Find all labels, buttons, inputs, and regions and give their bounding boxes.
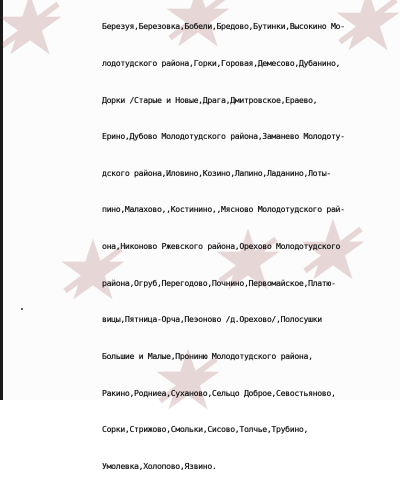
scan-speck bbox=[21, 308, 23, 310]
text-line: лодотудского района,Горки,Горовая,Демесово,Дубанино, bbox=[102, 58, 341, 69]
text-line: района,Огруб,Перегодово,Почнино,Первомайское,Платю- bbox=[102, 277, 336, 288]
text-line: Умолевка,Холопово,Язвино. bbox=[102, 460, 217, 471]
typed-place-list bbox=[102, 0, 382, 496]
text-line: Дорки /Старые и Новые,Драга,Дмитровское,Ераево, bbox=[102, 94, 318, 105]
watermark-seal-icon bbox=[0, 0, 65, 60]
text-line: вицы,Пятница-Орча,Пеэоново /д.Орехово/,Полосушки bbox=[102, 314, 322, 325]
text-line: Березуя,Березовка,Бобели,Бредово,Бутинки,Высокино Мо- bbox=[102, 21, 345, 32]
text-line: Ракино,Родниеа,Суханово,Сельцо Доброе,Севостьяново, bbox=[102, 387, 336, 398]
text-line: Большие и Малые,Прониню Молодотудского района, bbox=[102, 350, 313, 361]
text-line: пино,Малахово,,Костинино,,Мясново Молодотудского рай- bbox=[102, 204, 345, 215]
text-line: дского района,Иловино,Козино,Лапино,Ладанино,Лоты- bbox=[102, 167, 331, 178]
text-line: она,Никоново Ржевского района,Орехово Молодотудского bbox=[102, 241, 341, 252]
text-line: Сорки,Стрижово,Смольки,Сисово,Толчье,Трубино, bbox=[102, 424, 309, 435]
text-line: Ерино,Дубово Молодотудского района,Заманево Молодоту- bbox=[102, 131, 345, 142]
